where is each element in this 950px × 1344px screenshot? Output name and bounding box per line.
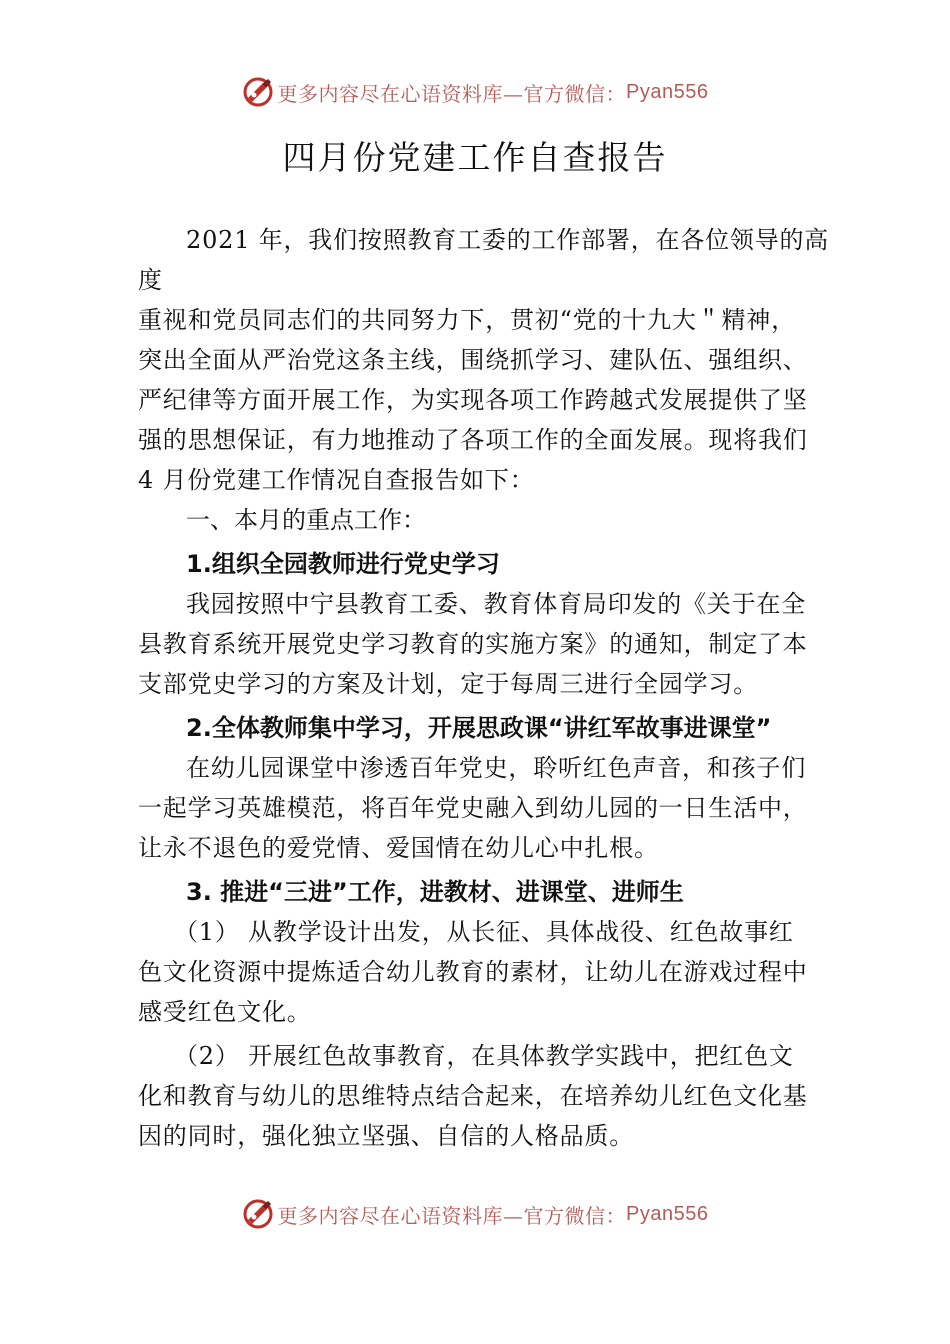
banner-text: 更多内容尽在心语资料库—官方微信： (277, 81, 627, 106)
intro-line: 严纪律等方面开展工作，为实现各项工作跨越式发展提供了坚 (138, 386, 808, 414)
item-heading-2: 2.全体教师集中学习，开展思政课“讲红军故事进课堂” (186, 714, 772, 742)
intro-line: 4 月份党建工作情况自查报告如下： (138, 466, 535, 494)
item1-line: 我园按照中宁县教育工委、教育体育局印发的《关于在全 (186, 590, 806, 618)
item1-line: 县教育系统开展党史学习教育的实施方案》的通知，制定了本 (138, 630, 808, 658)
intro-line: 2021 年，我们按照教育工委的工作部署，在各位领导的高度 (138, 226, 830, 294)
banner-text: 更多内容尽在心语资料库—官方微信： (277, 1203, 627, 1228)
intro-line: 强的思想保证，有力地推动了各项工作的全面发展。现将我们 (138, 426, 808, 454)
header-banner (0, 72, 950, 112)
item1-line: 支部党史学习的方案及计划，定于每周三进行全园学习。 (138, 670, 758, 698)
item3-sub1-line: 色文化资源中提炼适合幼儿教育的素材，让幼儿在游戏过程中 (138, 958, 808, 986)
item3-sub1-line: （1） 从教学设计出发，从长征、具体战役、红色故事红 (174, 918, 794, 946)
section-heading: 一、本月的重点工作： (186, 506, 426, 534)
brand-logo-icon (242, 1198, 274, 1230)
banner-wechat-id: Pyan556 (626, 80, 709, 103)
item2-line: 在幼儿园课堂中渗透百年党史，聆听红色声音，和孩子们 (186, 754, 806, 782)
item-heading-1: 1.组织全园教师进行党史学习 (186, 550, 500, 578)
intro-line: 重视和党员同志们的共同努力下，贯初“党的十九大＂精神， (138, 306, 796, 334)
document-title: 四月份党建工作自查报告 (282, 138, 668, 177)
item2-line: 让永不退色的爱党情、爱国情在幼儿心中扎根。 (138, 834, 659, 862)
document-body (138, 220, 838, 1156)
footer-banner (0, 1194, 950, 1234)
banner-wechat-id: Pyan556 (626, 1202, 709, 1225)
item-heading-3: 3. 推进“三进”工作，进教材、进课堂、进师生 (186, 878, 684, 906)
brand-logo-icon (242, 76, 274, 108)
item2-line: 一起学习英雄模范，将百年党史融入到幼儿园的一日生活中， (138, 794, 808, 822)
intro-line: 突出全面从严治党这条主线，围绕抓学习、建队伍、强组织、 (138, 346, 808, 374)
intro-paragraph (138, 220, 838, 500)
item3-sub1-line: 感受红色文化。 (138, 998, 312, 1026)
item3-sub2-line: （2） 开展红色故事教育，在具体教学实践中，把红色文 (174, 1042, 794, 1070)
item3-sub2-line: 因的同时，强化独立坚强、自信的人格品质。 (138, 1122, 634, 1150)
item3-sub2-line: 化和教育与幼儿的思维特点结合起来，在培养幼儿红色文化基 (138, 1082, 808, 1110)
